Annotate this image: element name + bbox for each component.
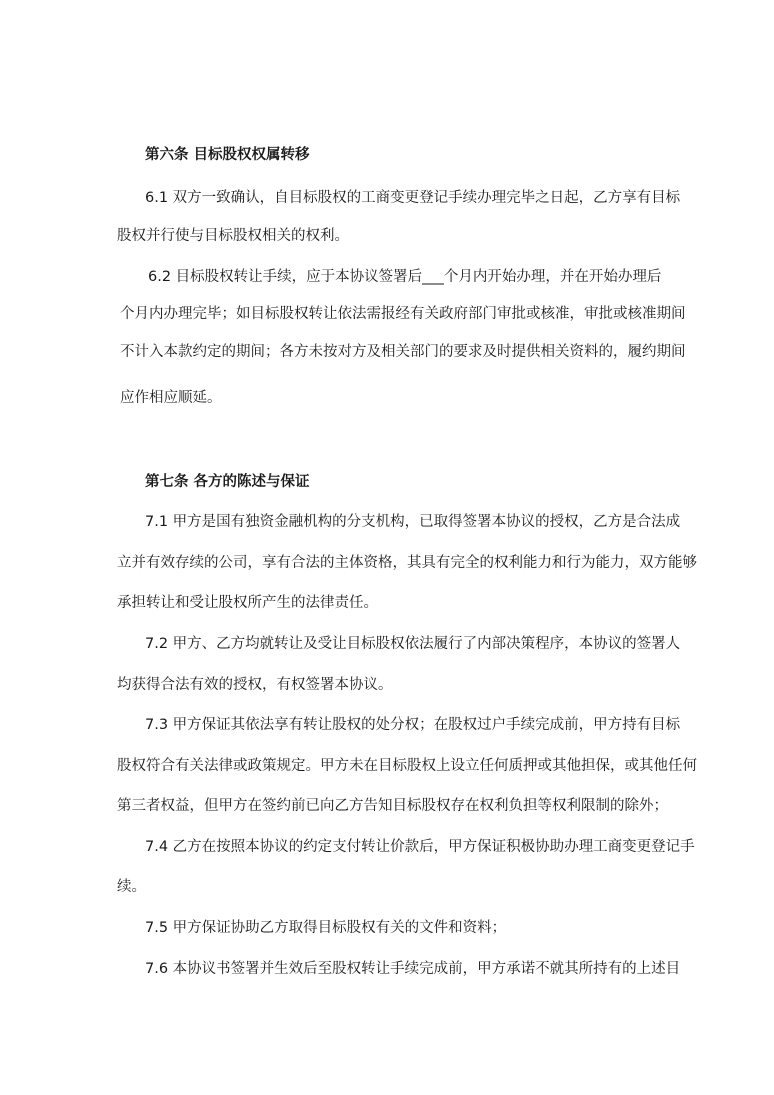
clause-6-2-line-2: 个月内办理完毕；如目标股权转让依法需报经有关政府部门审批或核准，审批或核准期间 [120, 306, 686, 322]
clause-7-2-line-1: 7.2 甲方、乙方均就转让及受让目标股权依法履行了内部决策程序，本协议的签署人 [145, 636, 681, 652]
clause-7-5-line-1: 7.5 甲方保证协助乙方取得目标股权有关的文件和资料； [145, 920, 507, 936]
clause-7-1-line-1: 7.1 甲方是国有独资金融机构的分支机构，已取得签署本协议的授权，乙方是合法成 [145, 514, 681, 530]
clause-7-3-line-2: 股权符合有关法律或政策规定。甲方未在目标股权上设立任何质押或其他担保，或其他任何 [117, 758, 697, 774]
clause-7-1-line-2: 立并有效存续的公司，享有合法的主体资格，其具有完全的权利能力和行为能力，双方能够 [117, 555, 697, 571]
clause-6-2-line-4: 应作相应顺延。 [120, 390, 222, 406]
clause-7-3-line-1: 7.3 甲方保证其依法享有转让股权的处分权；在股权过户手续完成前，甲方持有目标 [145, 717, 681, 733]
clause-7-6-line-1: 7.6 本协议书签署并生效后至股权转让手续完成前，甲方承诺不就其所持有的上述目 [145, 961, 681, 977]
clause-7-4-line-1: 7.4 乙方在按照本协议的约定支付转让价款后，甲方保证积极协助办理工商变更登记手 [145, 839, 695, 855]
clause-6-1-line-2: 股权并行使与目标股权相关的权利。 [117, 228, 349, 244]
clause-7-3-line-3: 第三者权益，但甲方在签约前已向乙方告知目标股权存在权利负担等权利限制的除外； [117, 798, 668, 814]
section-6-title: 第六条 目标股权权属转移 [145, 147, 310, 163]
clause-6-2-line-1: 6.2 目标股权转让手续，应于本协议签署后___个月内开始办理，并在开始办理后 [148, 269, 662, 285]
clause-6-2-line-3: 不计入本款约定的期间；各方未按对方及相关部门的要求及时提供相关资料的，履约期间 [120, 344, 686, 360]
section-7-title: 第七条 各方的陈述与保证 [145, 474, 310, 490]
clause-7-1-line-3: 承担转让和受让股权所产生的法律责任。 [117, 595, 378, 611]
clause-7-2-line-2: 均获得合法有效的授权，有权签署本协议。 [117, 677, 393, 693]
clause-7-4-line-2: 续。 [117, 879, 146, 895]
clause-6-1-line-1: 6.1 双方一致确认，自目标股权的工商变更登记手续办理完毕之日起，乙方享有目标 [145, 190, 681, 206]
